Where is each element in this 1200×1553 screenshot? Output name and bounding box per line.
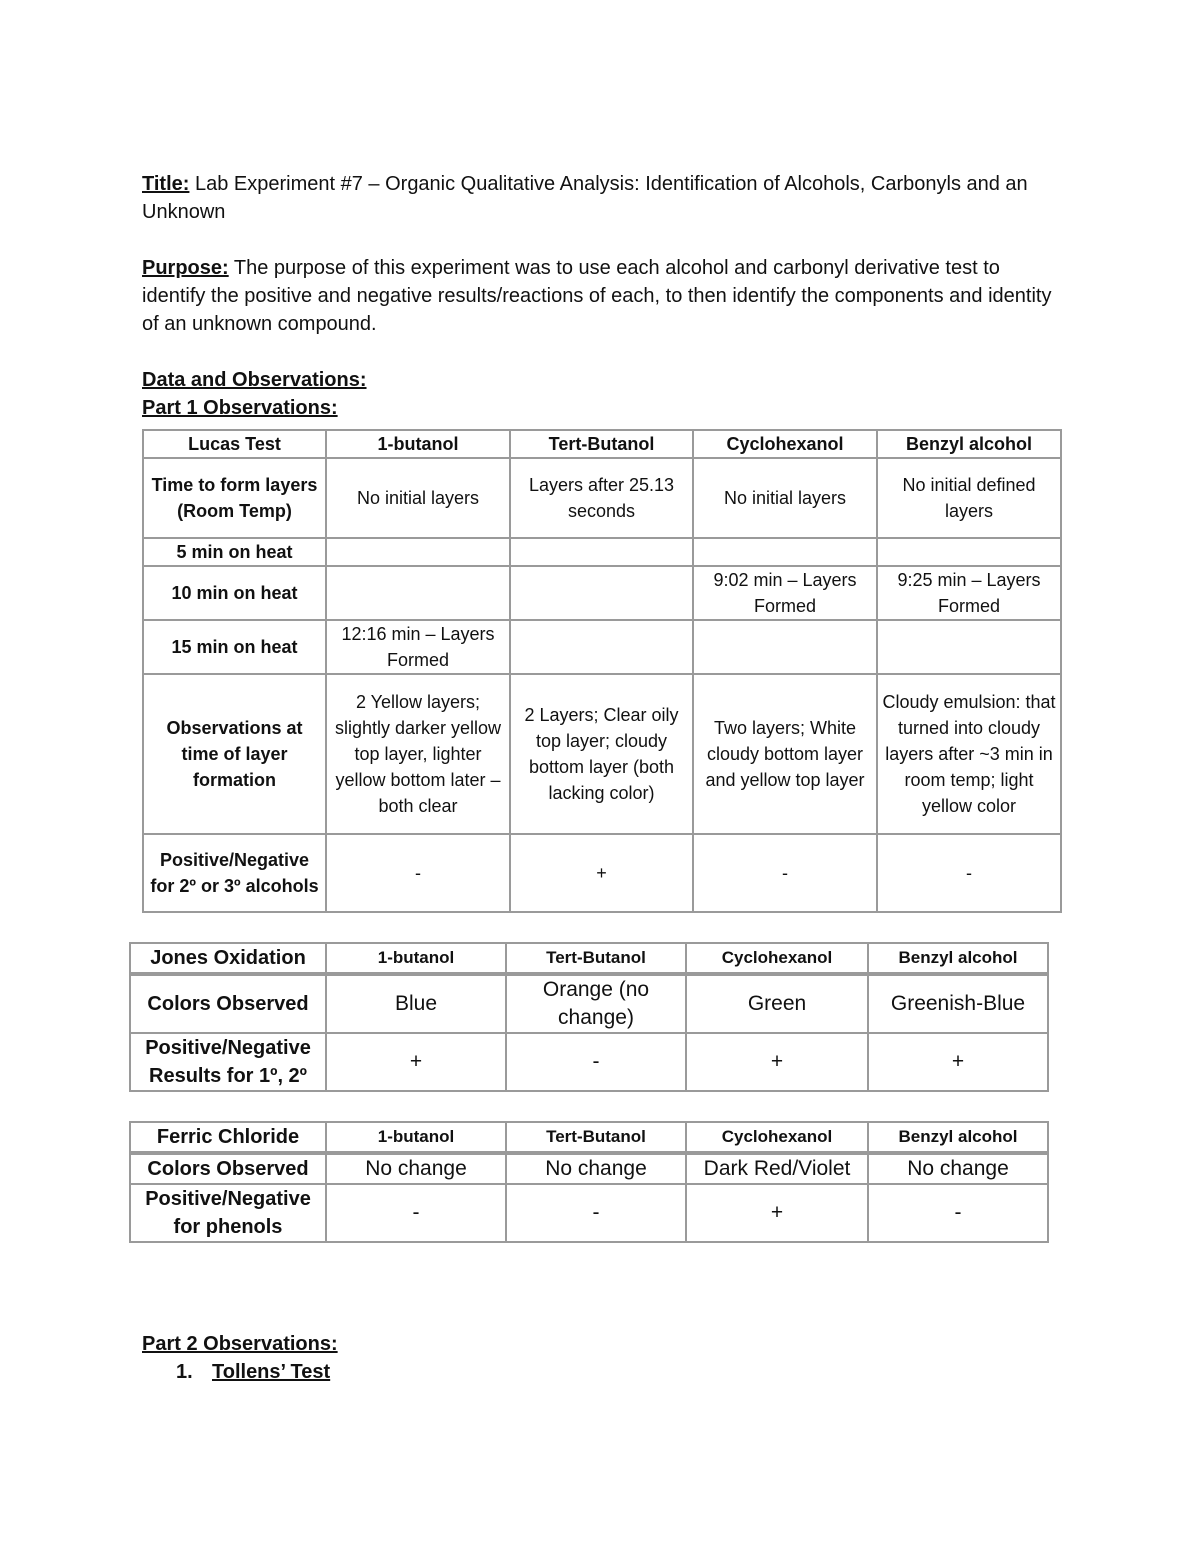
table-cell: Green [686,974,868,1033]
table-cell: - [326,1184,506,1242]
table-cell: - [506,1033,686,1091]
part2-list [142,1358,1062,1386]
table-row [143,566,1061,620]
table-header: 1-butanol [326,430,510,458]
row-label: 15 min on heat [143,620,326,674]
table-header: Ferric Chloride [130,1122,326,1153]
row-label: Colors Observed [130,1153,326,1184]
table-row [143,458,1061,538]
table-cell: No initial layers [326,458,510,538]
table-cell [326,566,510,620]
list-item [176,1358,1062,1386]
row-label: Positive/Negative for 2º or 3º alcohols [143,834,326,912]
table-cell [326,538,510,566]
row-label: 10 min on heat [143,566,326,620]
table-cell: - [326,834,510,912]
list-item-text: Tollens’ Test [212,1361,331,1383]
table-cell: 2 Layers; Clear oily top layer; cloudy bottom layer (both lacking color) [510,674,693,834]
table-row [143,620,1061,674]
table-cell [877,538,1061,566]
table-cell [693,538,877,566]
table-cell [877,620,1061,674]
row-label: Observations at time of layer formation [143,674,326,834]
table-header: Benzyl alcohol [877,430,1061,458]
table-row [130,1033,1048,1091]
table-row [130,974,1048,1033]
table-header: Jones Oxidation [130,943,326,974]
table-cell: Layers after 25.13 seconds [510,458,693,538]
table-cell: No change [868,1153,1048,1184]
table-row [130,1184,1048,1242]
jones-header-row [130,943,1048,974]
row-label: Time to form layers (Room Temp) [143,458,326,538]
lucas-header-row [143,430,1061,458]
table-cell: 2 Yellow layers; slightly darker yellow top layer, lighter yellow bottom later – both clear [326,674,510,834]
table-header: Lucas Test [143,430,326,458]
table-row [130,1153,1048,1184]
table-cell: Dark Red/Violet [686,1153,868,1184]
table-header: 1-butanol [326,1122,506,1153]
part2-section [142,1330,1062,1386]
title-text: Lab Experiment #7 – Organic Qualitative Analysis: Identification of Alcohols, Carbonyls and an Unknown [142,173,1028,223]
table-cell: No change [326,1153,506,1184]
table-row [143,834,1061,912]
data-heading: Data and Observations: [142,369,367,391]
row-label: Colors Observed [130,974,326,1033]
list-number: 1. [176,1361,193,1383]
purpose-text: The purpose of this experiment was to use each alcohol and carbonyl derivative test to identify the positive and negative results/reactions of each, to then identify the components and identity of an unknown compound. [142,257,1052,335]
jones-oxidation-table [129,942,1049,1092]
table-cell: - [877,834,1061,912]
table-cell: + [686,1184,868,1242]
table-cell: - [868,1184,1048,1242]
table-cell: 12:16 min – Layers Formed [326,620,510,674]
table-cell: Orange (no change) [506,974,686,1033]
purpose-paragraph [142,254,1062,338]
table-header: Cyclohexanol [693,430,877,458]
row-label: Positive/Negative Results for 1º, 2º [130,1033,326,1091]
table-header: 1-butanol [326,943,506,974]
table-cell [510,538,693,566]
ferric-chloride-table [129,1121,1049,1243]
table-cell: No initial layers [693,458,877,538]
table-cell: 9:02 min – Layers Formed [693,566,877,620]
table-header: Cyclohexanol [686,943,868,974]
table-row [143,538,1061,566]
table-cell: + [326,1033,506,1091]
table-cell: Blue [326,974,506,1033]
table-header: Cyclohexanol [686,1122,868,1153]
table-cell: + [868,1033,1048,1091]
table-cell [510,566,693,620]
part2-heading: Part 2 Observations: [142,1333,338,1355]
table-cell [693,620,877,674]
table-header: Tert-Butanol [506,943,686,974]
table-header: Benzyl alcohol [868,943,1048,974]
title-label: Title: [142,173,190,195]
table-cell: + [686,1033,868,1091]
title-paragraph [142,170,1062,226]
table-cell: - [693,834,877,912]
lucas-test-table [142,429,1062,913]
ferric-header-row [130,1122,1048,1153]
table-header: Benzyl alcohol [868,1122,1048,1153]
table-row [143,674,1061,834]
table-cell: - [506,1184,686,1242]
table-cell: Greenish-Blue [868,974,1048,1033]
table-cell: 9:25 min – Layers Formed [877,566,1061,620]
table-cell: No change [506,1153,686,1184]
purpose-label: Purpose: [142,257,229,279]
document-body [142,170,1062,422]
table-cell: Cloudy emulsion: that turned into cloudy layers after ~3 min in room temp; light yellow color [877,674,1061,834]
table-header: Tert-Butanol [506,1122,686,1153]
table-cell [510,620,693,674]
row-label: 5 min on heat [143,538,326,566]
table-header: Tert-Butanol [510,430,693,458]
row-label: Positive/Negative for phenols [130,1184,326,1242]
part1-heading: Part 1 Observations: [142,397,338,419]
table-cell: + [510,834,693,912]
table-cell: No initial defined layers [877,458,1061,538]
table-cell: Two layers; White cloudy bottom layer and yellow top layer [693,674,877,834]
